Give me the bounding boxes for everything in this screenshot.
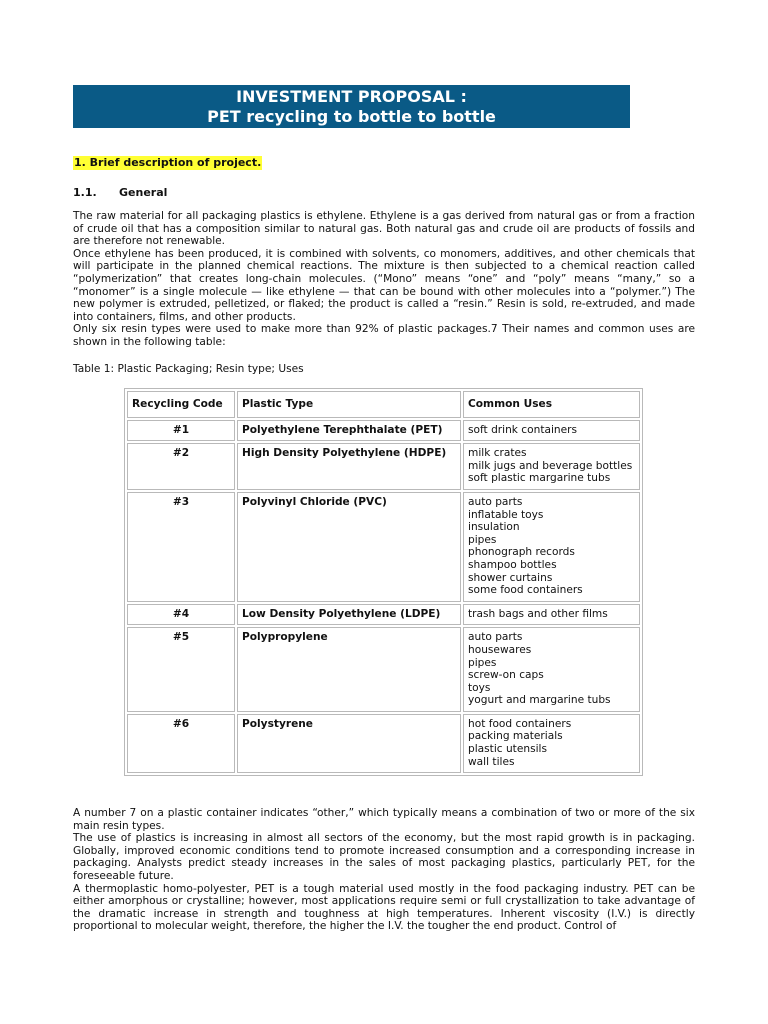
common-uses — [463, 443, 640, 490]
use-item: housewares — [468, 643, 532, 656]
use-item: wall tiles — [468, 755, 515, 768]
intro-text — [73, 210, 695, 349]
use-item: pipes — [468, 656, 497, 669]
use-item: shampoo bottles — [468, 558, 557, 571]
use-item: packing materials — [468, 730, 563, 743]
table-header-row — [127, 391, 640, 418]
common-uses — [463, 714, 640, 773]
common-uses — [463, 627, 640, 712]
recycling-code: #6 — [127, 714, 235, 773]
use-item: soft drink containers — [468, 423, 578, 436]
use-item: yogurt and margarine tubs — [468, 694, 611, 707]
use-item: milk crates — [468, 447, 527, 460]
document-title-banner — [73, 85, 630, 128]
paragraph: The raw material for all packaging plastics is ethylene. Ethylene is a gas derived from natural gas or from a fraction of crude oil that has a composition similar to natural gas. Both natural gas and crude oil are products of fossils and are therefore not renewable. — [73, 210, 695, 248]
use-item: auto parts — [468, 495, 523, 508]
paragraph: The use of plastics is increasing in almost all sectors of the economy, but the most rapid growth is in packaging. Globally, improved economic conditions tend to promote increased consumption and a corresponding increase in packaging. Analysts predict steady increases in the sales of most packaging plastics, particularly PET, for the foreseeable future. — [73, 832, 695, 882]
subsection-heading — [73, 186, 167, 200]
plastic-type: Polypropylene — [237, 627, 461, 712]
use-item: trash bags and other films — [468, 607, 608, 620]
use-item: pipes — [468, 533, 497, 546]
use-item: some food containers — [468, 584, 583, 597]
resin-table — [124, 388, 643, 776]
use-item: auto parts — [468, 631, 523, 644]
paragraph: Once ethylene has been produced, it is combined with solvents, co monomers, additives, and other chemicals that will participate in the planned chemical reactions. The mixture is then subjected to a chemical reaction called “polymerization” that creates long-chain molecules. (“Mono” means “one” and “poly” means “many,” so a “monomer” is a single molecule — like ethylene — that can be bound with other molecules into a “polymer.”) The new polymer is extruded, pelletized, or flaked; the product is called a “resin.” Resin is sold, re-extruded, and made into containers, films, and other products. — [73, 247, 695, 323]
table-row — [127, 492, 640, 602]
table-row — [127, 443, 640, 490]
column-header: Plastic Type — [237, 391, 461, 418]
table-row — [127, 627, 640, 712]
table-caption: Table 1: Plastic Packaging; Resin type; Uses — [73, 363, 304, 375]
use-item: phonograph records — [468, 546, 575, 559]
plastic-type: Polystyrene — [237, 714, 461, 773]
paragraph: Only six resin types were used to make more than 92% of plastic packages.7 Their names and common uses are shown in the following table: — [73, 323, 695, 348]
plastic-type: High Density Polyethylene (HDPE) — [237, 443, 461, 490]
subsection-number: 1.1. — [73, 186, 97, 199]
subsection-title: General — [119, 186, 168, 199]
use-item: shower curtains — [468, 571, 553, 584]
title-line-2: PET recycling to bottle to bottle — [207, 107, 496, 126]
plastic-type: Polyethylene Terephthalate (PET) — [237, 420, 461, 442]
plastic-type: Low Density Polyethylene (LDPE) — [237, 604, 461, 626]
use-item: soft plastic margarine tubs — [468, 472, 611, 485]
table-row — [127, 714, 640, 773]
common-uses — [463, 420, 640, 442]
recycling-code: #2 — [127, 443, 235, 490]
table-row — [127, 604, 640, 626]
recycling-code: #4 — [127, 604, 235, 626]
column-header: Common Uses — [463, 391, 640, 418]
recycling-code: #3 — [127, 492, 235, 602]
title-line-1: INVESTMENT PROPOSAL : — [236, 87, 467, 106]
paragraph: A thermoplastic homo-polyester, PET is a tough material used mostly in the food packaging industry. PET can be either amorphous or crystalline; however, most applications require semi or full crystallization to take advantage of the dramatic increase in strength and toughness at high temperatures. Inherent viscosity (I.V.) is directly proportional to molecular weight, therefore, the higher the I.V. the tougher the end product. Control of — [73, 882, 695, 933]
common-uses — [463, 492, 640, 602]
recycling-code: #1 — [127, 420, 235, 442]
use-item: toys — [468, 681, 491, 694]
use-item: screw-on caps — [468, 669, 544, 682]
closing-text — [73, 807, 695, 933]
use-item: hot food containers — [468, 717, 572, 730]
table-row — [127, 420, 640, 442]
use-item: inflatable toys — [468, 508, 544, 521]
use-item: plastic utensils — [468, 743, 547, 756]
use-item: insulation — [468, 521, 520, 534]
use-item: milk jugs and beverage bottles — [468, 459, 633, 472]
recycling-code: #5 — [127, 627, 235, 712]
section-heading: 1. Brief description of project. — [74, 156, 262, 169]
paragraph: A number 7 on a plastic container indicates “other,” which typically means a combination of two or more of the six main resin types. — [73, 807, 695, 832]
plastic-type: Polyvinyl Chloride (PVC) — [237, 492, 461, 602]
column-header: Recycling Code — [127, 391, 235, 418]
common-uses — [463, 604, 640, 626]
